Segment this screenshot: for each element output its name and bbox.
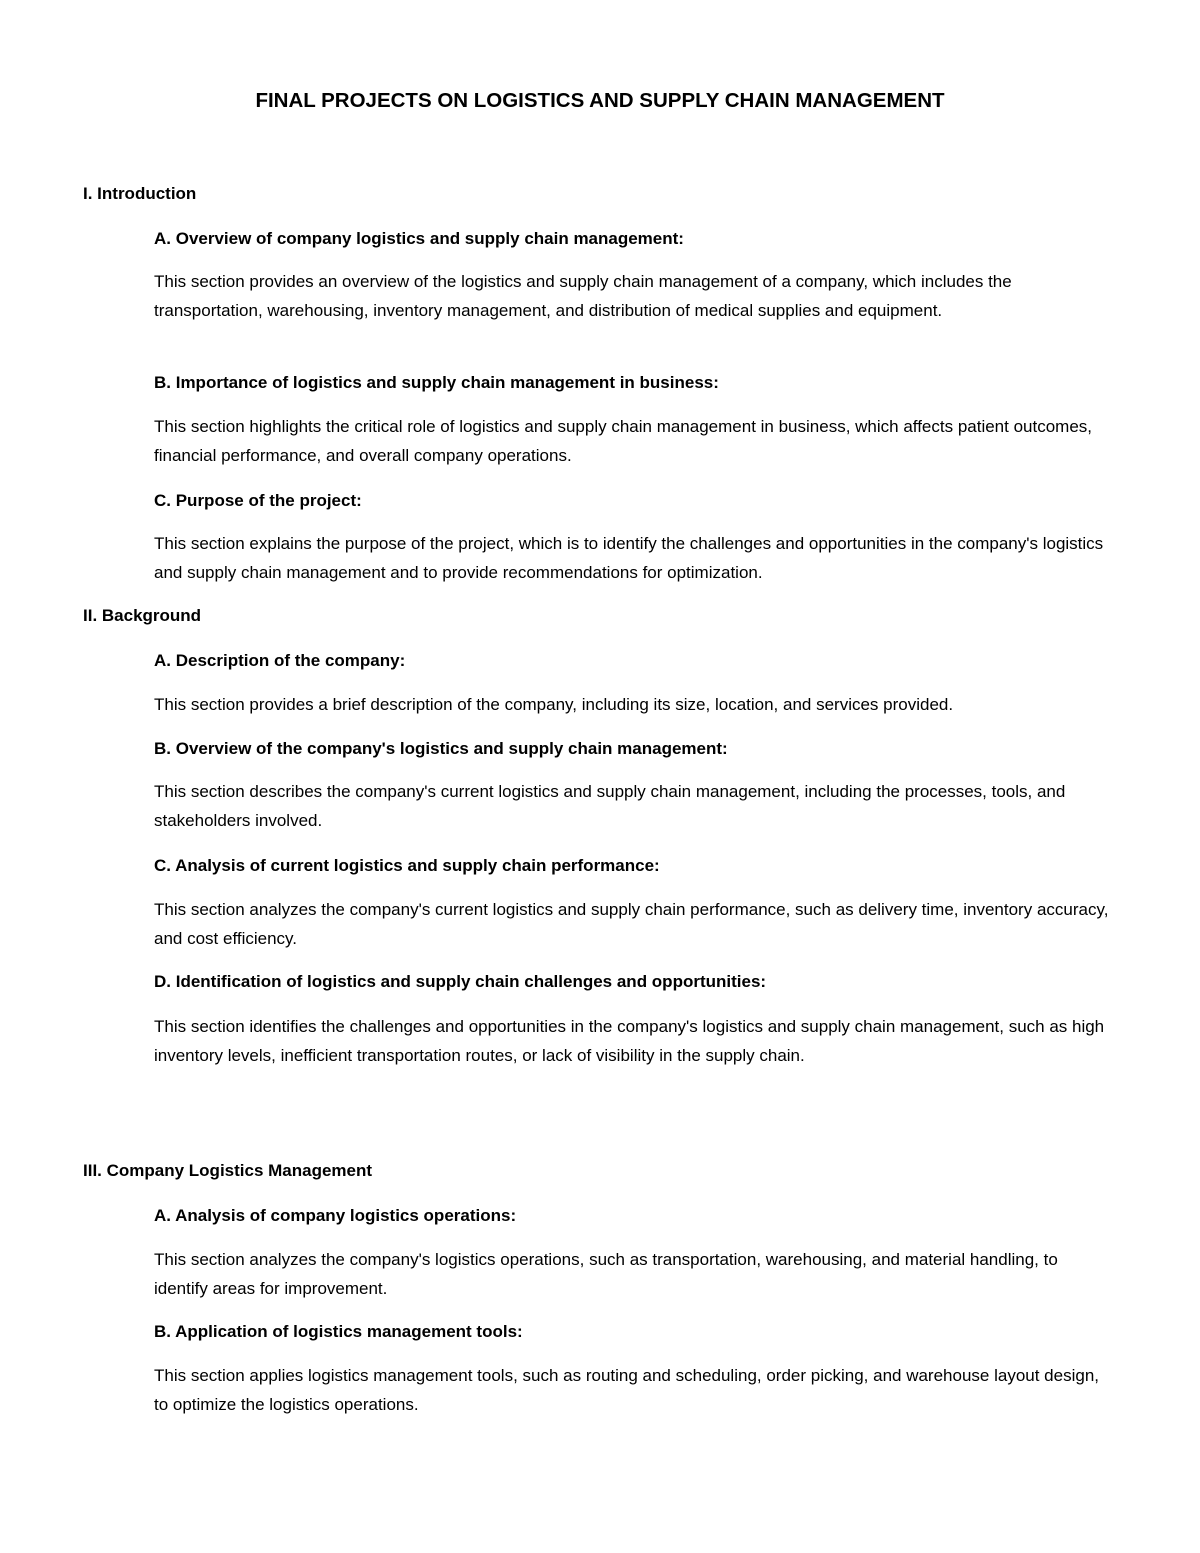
paragraph-challenges: This section identifies the challenges and opportunities in the company's logistics and supply chain management, such as high inventory levels, inefficient transportation routes, or lack of visibility in the supply chain. xyxy=(154,1017,1105,1065)
paragraph-performance: This section analyzes the company's current logistics and supply chain performance, such as delivery time, inventory accuracy, and cost efficiency. xyxy=(154,900,1109,948)
subsection-heading-purpose: C. Purpose of the project: xyxy=(154,491,362,510)
subsection-heading-performance: C. Analysis of current logistics and supply chain performance: xyxy=(154,856,660,875)
subsection-heading-importance: B. Importance of logistics and supply chain management in business: xyxy=(154,373,719,392)
subsection-heading-description: A. Description of the company: xyxy=(154,651,406,670)
paragraph-company-overview: This section describes the company's current logistics and supply chain management, including the processes, tools, and stakeholders involved. xyxy=(154,782,1066,830)
subsection-heading-challenges: D. Identification of logistics and supply chain challenges and opportunities: xyxy=(154,972,767,991)
paragraph-operations: This section analyzes the company's logistics operations, such as transportation, warehousing, and material handling, to identify areas for improvement. xyxy=(154,1250,1058,1298)
section-heading-introduction: I. Introduction xyxy=(83,184,197,203)
section-heading-logistics-management: III. Company Logistics Management xyxy=(83,1161,373,1180)
subsection-heading-tools: B. Application of logistics management tools: xyxy=(154,1322,523,1341)
paragraph-importance: This section highlights the critical role of logistics and supply chain management in business, which affects patient outcomes, financial performance, and overall company operations. xyxy=(154,417,1093,465)
paragraph-purpose: This section explains the purpose of the project, which is to identify the challenges and opportunities in the company's logistics and supply chain management and to provide recommendations for optimization. xyxy=(154,534,1104,582)
paragraph-overview: This section provides an overview of the logistics and supply chain management of a company, which includes the transportation, warehousing, inventory management, and distribution of medical supplies and equipment. xyxy=(154,272,1012,320)
subsection-heading-operations: A. Analysis of company logistics operations: xyxy=(154,1206,517,1225)
section-heading-background: II. Background xyxy=(83,606,202,625)
subsection-heading-company-overview: B. Overview of the company's logistics and supply chain management: xyxy=(154,739,728,758)
document-title: FINAL PROJECTS ON LOGISTICS AND SUPPLY CHAIN MANAGEMENT xyxy=(255,89,945,112)
paragraph-tools: This section applies logistics management tools, such as routing and scheduling, order picking, and warehouse layout design, to optimize the logistics operations. xyxy=(154,1366,1099,1414)
paragraph-description: This section provides a brief description of the company, including its size, location, and services provided. xyxy=(154,695,954,714)
subsection-heading-overview: A. Overview of company logistics and supply chain management: xyxy=(154,229,684,248)
